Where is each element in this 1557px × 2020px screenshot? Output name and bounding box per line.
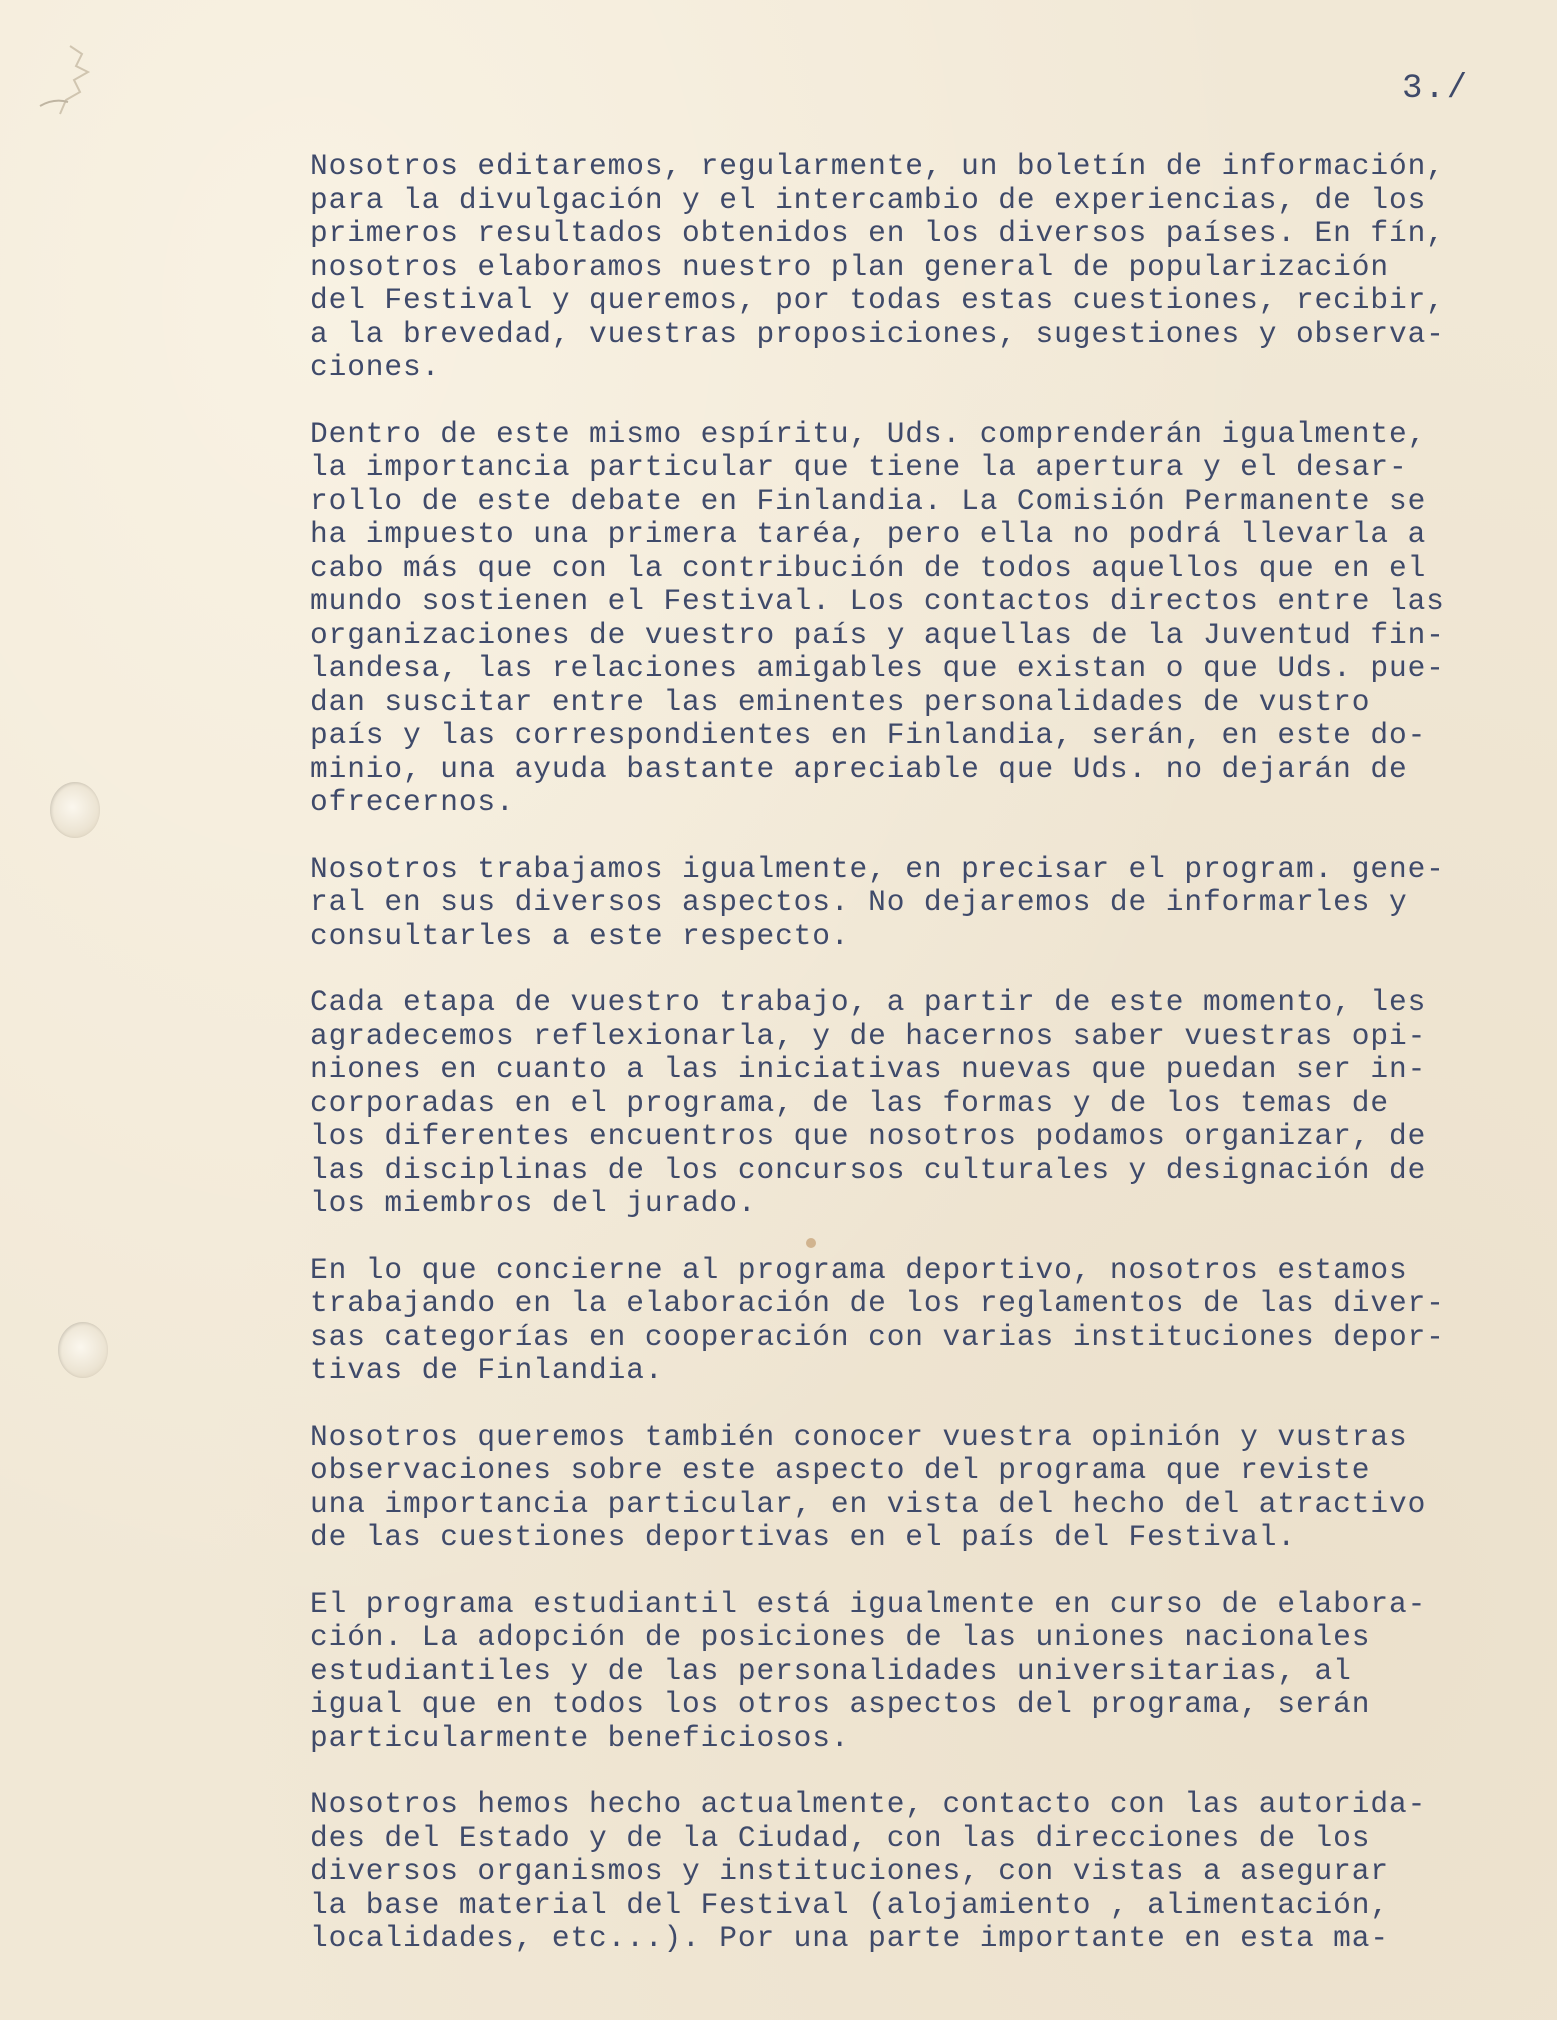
- paragraph: [310, 986, 1550, 1221]
- typed-letter-body: [310, 150, 1550, 1956]
- text-line: primeros resultados obtenidos en los diversos países. En fín,: [310, 216, 1445, 250]
- paragraph: [310, 853, 1550, 954]
- paragraph: [310, 1788, 1550, 1956]
- paragraph: [310, 1588, 1550, 1756]
- text-line: las disciplinas de los concursos culturales y designación de: [310, 1152, 1427, 1187]
- paragraph: [310, 1254, 1550, 1388]
- text-line: consultarles a este respecto.: [310, 918, 850, 953]
- text-line: sas categorías en cooperación con varias instituciones depor-: [310, 1319, 1445, 1354]
- text-line: ral en sus diversos aspectos. No dejaremos de informarles y: [310, 885, 1408, 919]
- text-line: Nosotros queremos también conocer vuestra opinión y vustras: [310, 1419, 1408, 1454]
- paragraph: [310, 150, 1550, 385]
- text-line: niones en cuanto a las iniciativas nuevas que puedan ser in-: [310, 1052, 1427, 1086]
- text-line: Nosotros hemos hecho actualmente, contacto con las autorida-: [310, 1787, 1427, 1821]
- text-line: diversos organismos y instituciones, con vistas a asegurar: [310, 1854, 1389, 1888]
- text-line: de las cuestiones deportivas en el país del Festival.: [310, 1520, 1296, 1554]
- text-line: des del Estado y de la Ciudad, con las direcciones de los: [310, 1820, 1371, 1855]
- text-line: particularmente beneficiosos.: [310, 1720, 850, 1755]
- text-line: dan suscitar entre las eminentes personalidades de vustro: [310, 684, 1371, 719]
- text-line: a la brevedad, vuestras proposiciones, sugestiones y observa-: [310, 316, 1445, 351]
- text-line: una importancia particular, en vista del hecho del atractivo: [310, 1486, 1427, 1521]
- text-line: los diferentes encuentros que nosotros podamos organizar, de: [310, 1119, 1427, 1153]
- text-line: ción. La adopción de posiciones de las uniones nacionales: [310, 1620, 1371, 1654]
- text-line: la importancia particular que tiene la apertura y el desar-: [310, 450, 1408, 484]
- text-line: Nosotros trabajamos igualmente, en precisar el program. gene-: [310, 851, 1445, 886]
- paper-damage-mark: [30, 40, 100, 120]
- text-line: rollo de este debate en Finlandia. La Comisión Permanente se: [310, 483, 1427, 518]
- text-line: mundo sostienen el Festival. Los contactos directos entre las: [310, 584, 1445, 618]
- text-line: los miembros del jurado.: [310, 1186, 757, 1220]
- text-line: nosotros elaboramos nuestro plan general de popularización: [310, 249, 1389, 284]
- text-line: Cada etapa de vuestro trabajo, a partir de este momento, les: [310, 985, 1427, 1019]
- text-line: minio, una ayuda bastante apreciable que Uds. no dejarán de: [310, 751, 1408, 786]
- text-line: Dentro de este mismo espíritu, Uds. comprenderán igualmente,: [310, 416, 1427, 451]
- text-line: país y las correspondientes en Finlandia, serán, en este do-: [310, 718, 1427, 752]
- text-line: cabo más que con la contribución de todos aquellos que en el: [310, 550, 1427, 585]
- text-line: estudiantiles y de las personalidades universitarias, al: [310, 1653, 1352, 1688]
- text-line: El programa estudiantil está igualmente en curso de elabora-: [310, 1586, 1427, 1621]
- page-number: 3./: [1402, 70, 1470, 108]
- text-line: ofrecernos.: [310, 785, 515, 819]
- punch-hole-icon: [58, 1322, 108, 1378]
- text-line: ciones.: [310, 350, 441, 384]
- text-line: corporadas en el programa, de las formas y de los temas de: [310, 1085, 1389, 1120]
- text-line: En lo que concierne al programa deportivo, nosotros estamos: [310, 1252, 1408, 1287]
- text-line: para la divulgación y el intercambio de experiencias, de los: [310, 182, 1427, 217]
- text-line: igual que en todos los otros aspectos del programa, serán: [310, 1687, 1371, 1721]
- text-line: la base material del Festival (alojamiento , alimentación,: [310, 1887, 1389, 1922]
- text-line: landesa, las relaciones amigables que existan o que Uds. pue-: [310, 651, 1445, 685]
- text-line: ha impuesto una primera taréa, pero ella no podrá llevarla a: [310, 517, 1427, 551]
- paragraph: [310, 418, 1550, 820]
- text-line: agradecemos reflexionarla, y de hacernos saber vuestras opi-: [310, 1018, 1427, 1053]
- text-line: observaciones sobre este aspecto del programa que reviste: [310, 1453, 1371, 1487]
- paragraph: [310, 1421, 1550, 1555]
- text-line: organizaciones de vuestro país y aquellas de la Juventud fin-: [310, 617, 1445, 652]
- text-line: Nosotros editaremos, regularmente, un boletín de información,: [310, 149, 1445, 183]
- text-line: tivas de Finlandia.: [310, 1353, 664, 1387]
- text-line: localidades, etc...). Por una parte importante en esta ma-: [310, 1921, 1389, 1955]
- text-line: del Festival y queremos, por todas estas cuestiones, recibir,: [310, 283, 1445, 317]
- punch-hole-icon: [50, 782, 100, 838]
- text-line: trabajando en la elaboración de los reglamentos de las diver-: [310, 1286, 1445, 1320]
